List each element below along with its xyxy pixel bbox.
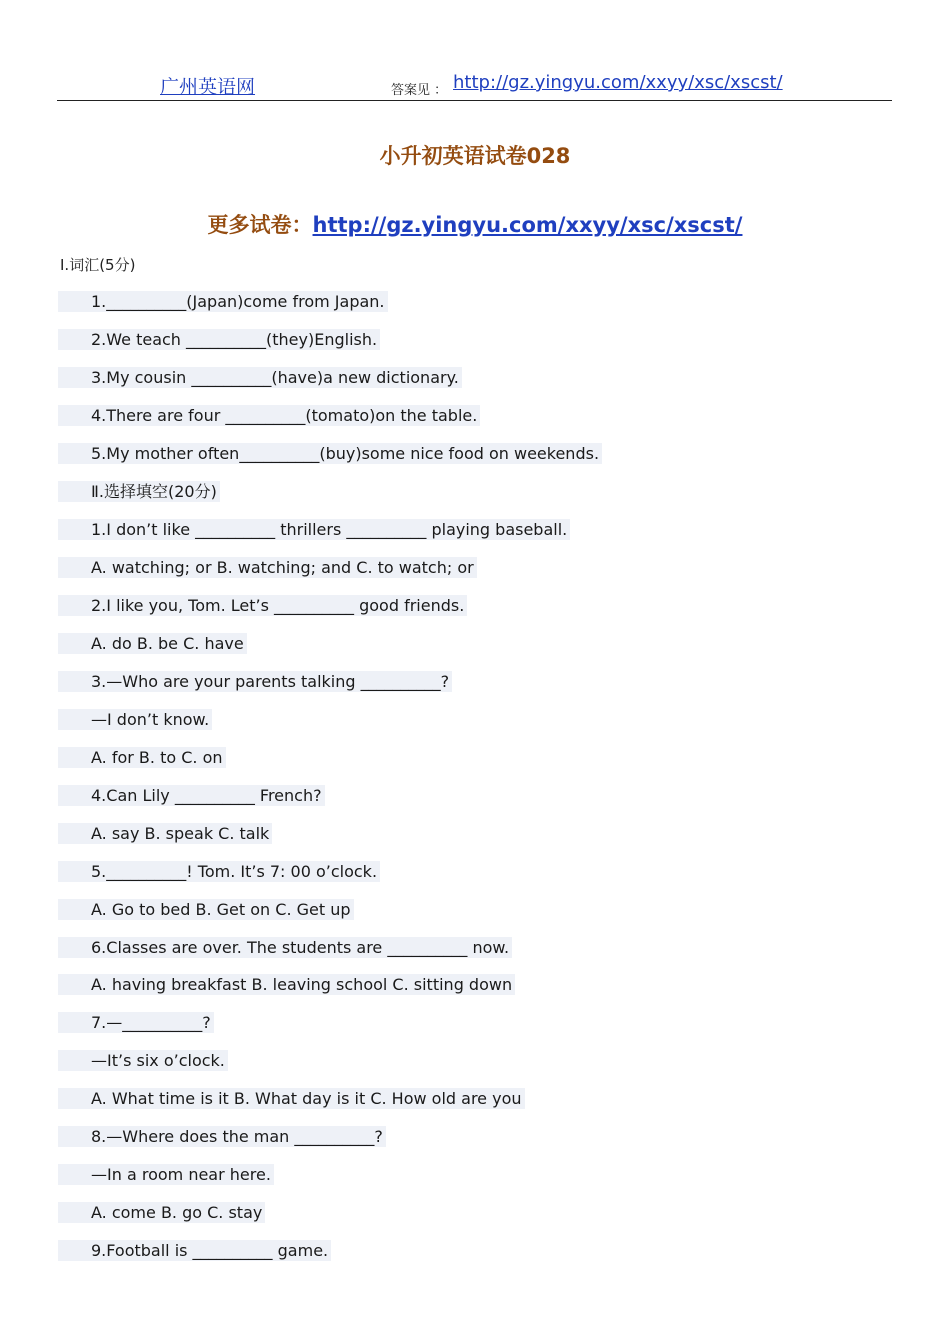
site-name-link[interactable]: 广州英语网 bbox=[160, 76, 256, 98]
question-line: 3.—Who are your parents talking __________? bbox=[58, 671, 452, 692]
section-vocabulary-heading: Ⅰ.词汇(5分) bbox=[60, 256, 136, 274]
question-line: 5.My mother often__________(buy)some nice food on weekends. bbox=[58, 443, 602, 464]
page-title: 小升初英语试卷028 bbox=[379, 144, 571, 168]
dialogue-line: —It’s six o’clock. bbox=[58, 1050, 228, 1071]
question-line: 6.Classes are over. The students are __________ now. bbox=[58, 937, 512, 958]
options-line: A. do B. be C. have bbox=[58, 633, 247, 654]
more-exams bbox=[0, 209, 950, 239]
question-line: 8.—Where does the man __________? bbox=[58, 1126, 386, 1147]
question-line: 3.My cousin __________(have)a new dictionary. bbox=[58, 367, 462, 388]
options-line: A. watching; or B. watching; and C. to watch; or bbox=[58, 557, 477, 578]
dialogue-line: —In a room near here. bbox=[58, 1164, 274, 1185]
options-line: A. for B. to C. on bbox=[58, 747, 226, 768]
answer-label: 答案见 ： bbox=[391, 83, 448, 98]
options-line: A. say B. speak C. talk bbox=[58, 823, 272, 844]
question-line: 2.We teach __________(they)English. bbox=[58, 329, 380, 350]
question-line: 1.I don’t like __________ thrillers __________ playing baseball. bbox=[58, 519, 570, 540]
options-line: A. Go to bed B. Get on C. Get up bbox=[58, 899, 354, 920]
question-line: 5.__________! Tom. It’s 7: 00 o’clock. bbox=[58, 861, 380, 882]
page-header bbox=[57, 68, 892, 101]
question-line: 7.—__________? bbox=[58, 1012, 214, 1033]
question-line: 2.I like you, Tom. Let’s __________ good friends. bbox=[58, 595, 467, 616]
question-line: 1.__________(Japan)come from Japan. bbox=[58, 291, 388, 312]
options-line: A. having breakfast B. leaving school C. sitting down bbox=[58, 974, 515, 995]
question-line: 4.Can Lily __________ French? bbox=[58, 785, 325, 806]
options-line: A. What time is it B. What day is it C. How old are you bbox=[58, 1088, 525, 1109]
options-line: A. come B. go C. stay bbox=[58, 1202, 265, 1223]
more-exams-link[interactable]: http://gz.yingyu.com/xxyy/xsc/xscst/ bbox=[312, 213, 743, 237]
question-line: 4.There are four __________(tomato)on the table. bbox=[58, 405, 480, 426]
question-line: 9.Football is __________ game. bbox=[58, 1240, 331, 1261]
section-choice-heading: Ⅱ.选择填空(20分) bbox=[58, 481, 220, 502]
dialogue-line: —I don’t know. bbox=[58, 709, 212, 730]
answer-url-link[interactable]: http://gz.yingyu.com/xxyy/xsc/xscst/ bbox=[453, 72, 783, 93]
more-exams-label: 更多试卷： bbox=[207, 213, 313, 237]
